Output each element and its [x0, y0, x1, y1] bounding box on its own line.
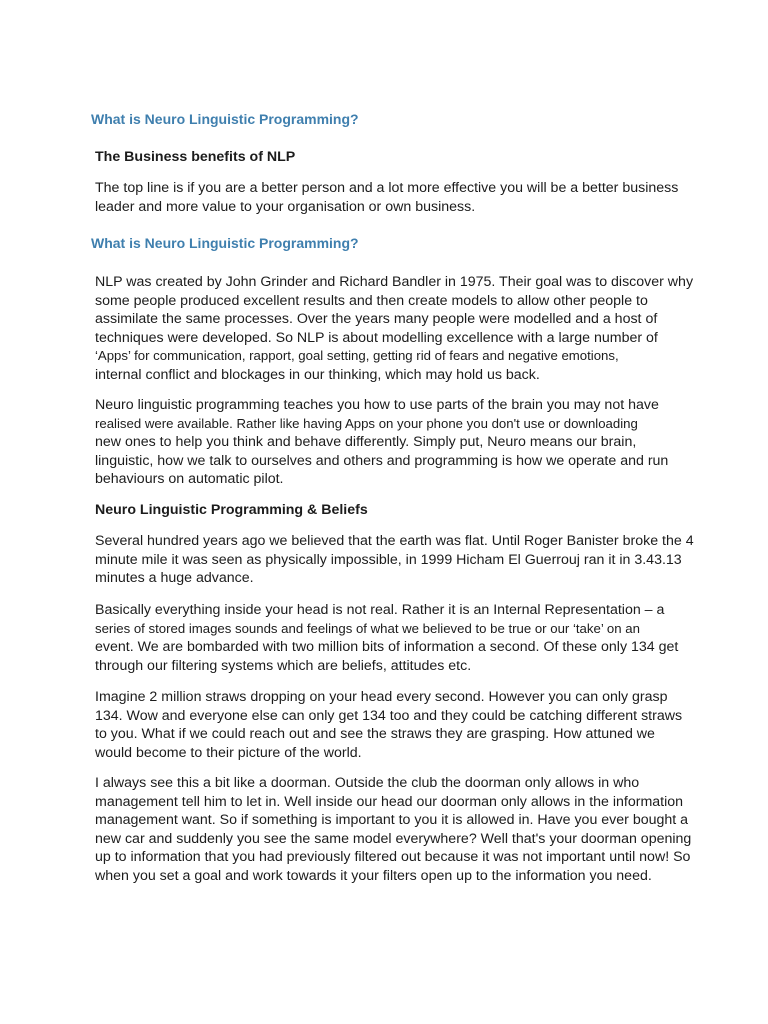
section-title-business-benefits: The Business benefits of NLP	[95, 149, 296, 165]
paragraph-line: to you. What if we could reach out and see the straws they are grasping. How attuned we	[95, 726, 655, 743]
paragraph-line: assimilate the same processes. Over the years many people were modelled and a host of	[95, 311, 658, 328]
paragraph-7	[95, 774, 695, 886]
paragraph-line: realised were available. Rather like having Apps on your phone you don't use or downloading	[95, 415, 638, 431]
paragraph-line: behaviours on automatic pilot.	[95, 471, 284, 488]
paragraph-line: would become to their picture of the world.	[95, 744, 362, 761]
paragraph-6	[95, 688, 695, 762]
paragraph-line: leader and more value to your organisation or own business.	[95, 198, 476, 215]
paragraph-line: Several hundred years ago we believed that the earth was flat. Until Roger Banister broke the 4	[95, 533, 694, 549]
paragraph-line: linguistic, how we talk to ourselves and others and programming is how we operate and run	[95, 452, 669, 469]
paragraph-line: up to information that you had previously filtered out because it was not important until now! So	[95, 849, 691, 866]
paragraph-3	[95, 396, 695, 489]
paragraph-line: through our filtering systems which are beliefs, attitudes etc.	[95, 657, 472, 674]
paragraph-line: Imagine 2 million straws dropping on your head every second. However you can only grasp	[95, 689, 668, 705]
paragraph-line: minute mile it was seen as physically impossible, in 1999 Hicham El Guerrouj ran it in 3.43.13	[95, 551, 682, 568]
paragraph-line: Neuro linguistic programming teaches you how to use parts of the brain you may not have	[95, 397, 659, 413]
paragraph-line: event. We are bombarded with two million bits of information a second. Of these only 134 get	[95, 639, 679, 656]
paragraph-line: minutes a huge advance.	[95, 570, 254, 587]
paragraph-line: ‘Apps’ for communication, rapport, goal setting, getting rid of fears and negative emotions,	[95, 348, 619, 364]
paragraph-line: techniques were developed. So NLP is about modelling excellence with a large number of	[95, 329, 658, 346]
paragraph-line: management tell him to let in. Well inside our head our doorman only allows in the information	[95, 793, 684, 810]
paragraph-4	[95, 532, 695, 588]
paragraph-line: NLP was created by John Grinder and Richard Bandler in 1975. Their goal was to discover why	[95, 274, 694, 290]
paragraph-line: 134. Wow and everyone else can only get 134 too and they could be catching different straws	[95, 707, 683, 724]
heading-second: What is Neuro Linguistic Programming?	[91, 235, 359, 251]
section-title-beliefs: Neuro Linguistic Programming & Beliefs	[95, 502, 368, 518]
paragraph-line: management want. So if something is important to you it is allowed in. Have you ever bought a	[95, 812, 689, 829]
paragraph-line: new car and suddenly you see the same model everywhere? Well that's your doorman opening	[95, 830, 692, 847]
paragraph-line: internal conflict and blockages in our thinking, which may hold us back.	[95, 366, 540, 383]
paragraph-line: The top line is if you are a better person and a lot more effective you will be a better business	[95, 180, 679, 196]
paragraph-line: Basically everything inside your head is not real. Rather it is an Internal Representation – a	[95, 602, 665, 618]
paragraph-line: series of stored images sounds and feelings of what we believed to be true or our ‘take’ on an	[95, 620, 640, 636]
paragraph-line: I always see this a bit like a doorman. Outside the club the doorman only allows in who	[95, 775, 640, 791]
paragraph-line: some people produced excellent results and then create models to allow other people to	[95, 292, 648, 309]
paragraph-line: new ones to help you think and behave differently. Simply put, Neuro means our brain,	[95, 434, 637, 451]
paragraph-1	[95, 179, 695, 216]
paragraph-5	[95, 601, 695, 675]
paragraph-line: when you set a goal and work towards it your filters open up to the information you need.	[95, 867, 652, 884]
paragraph-2	[95, 273, 695, 385]
heading-top: What is Neuro Linguistic Programming?	[91, 111, 359, 127]
